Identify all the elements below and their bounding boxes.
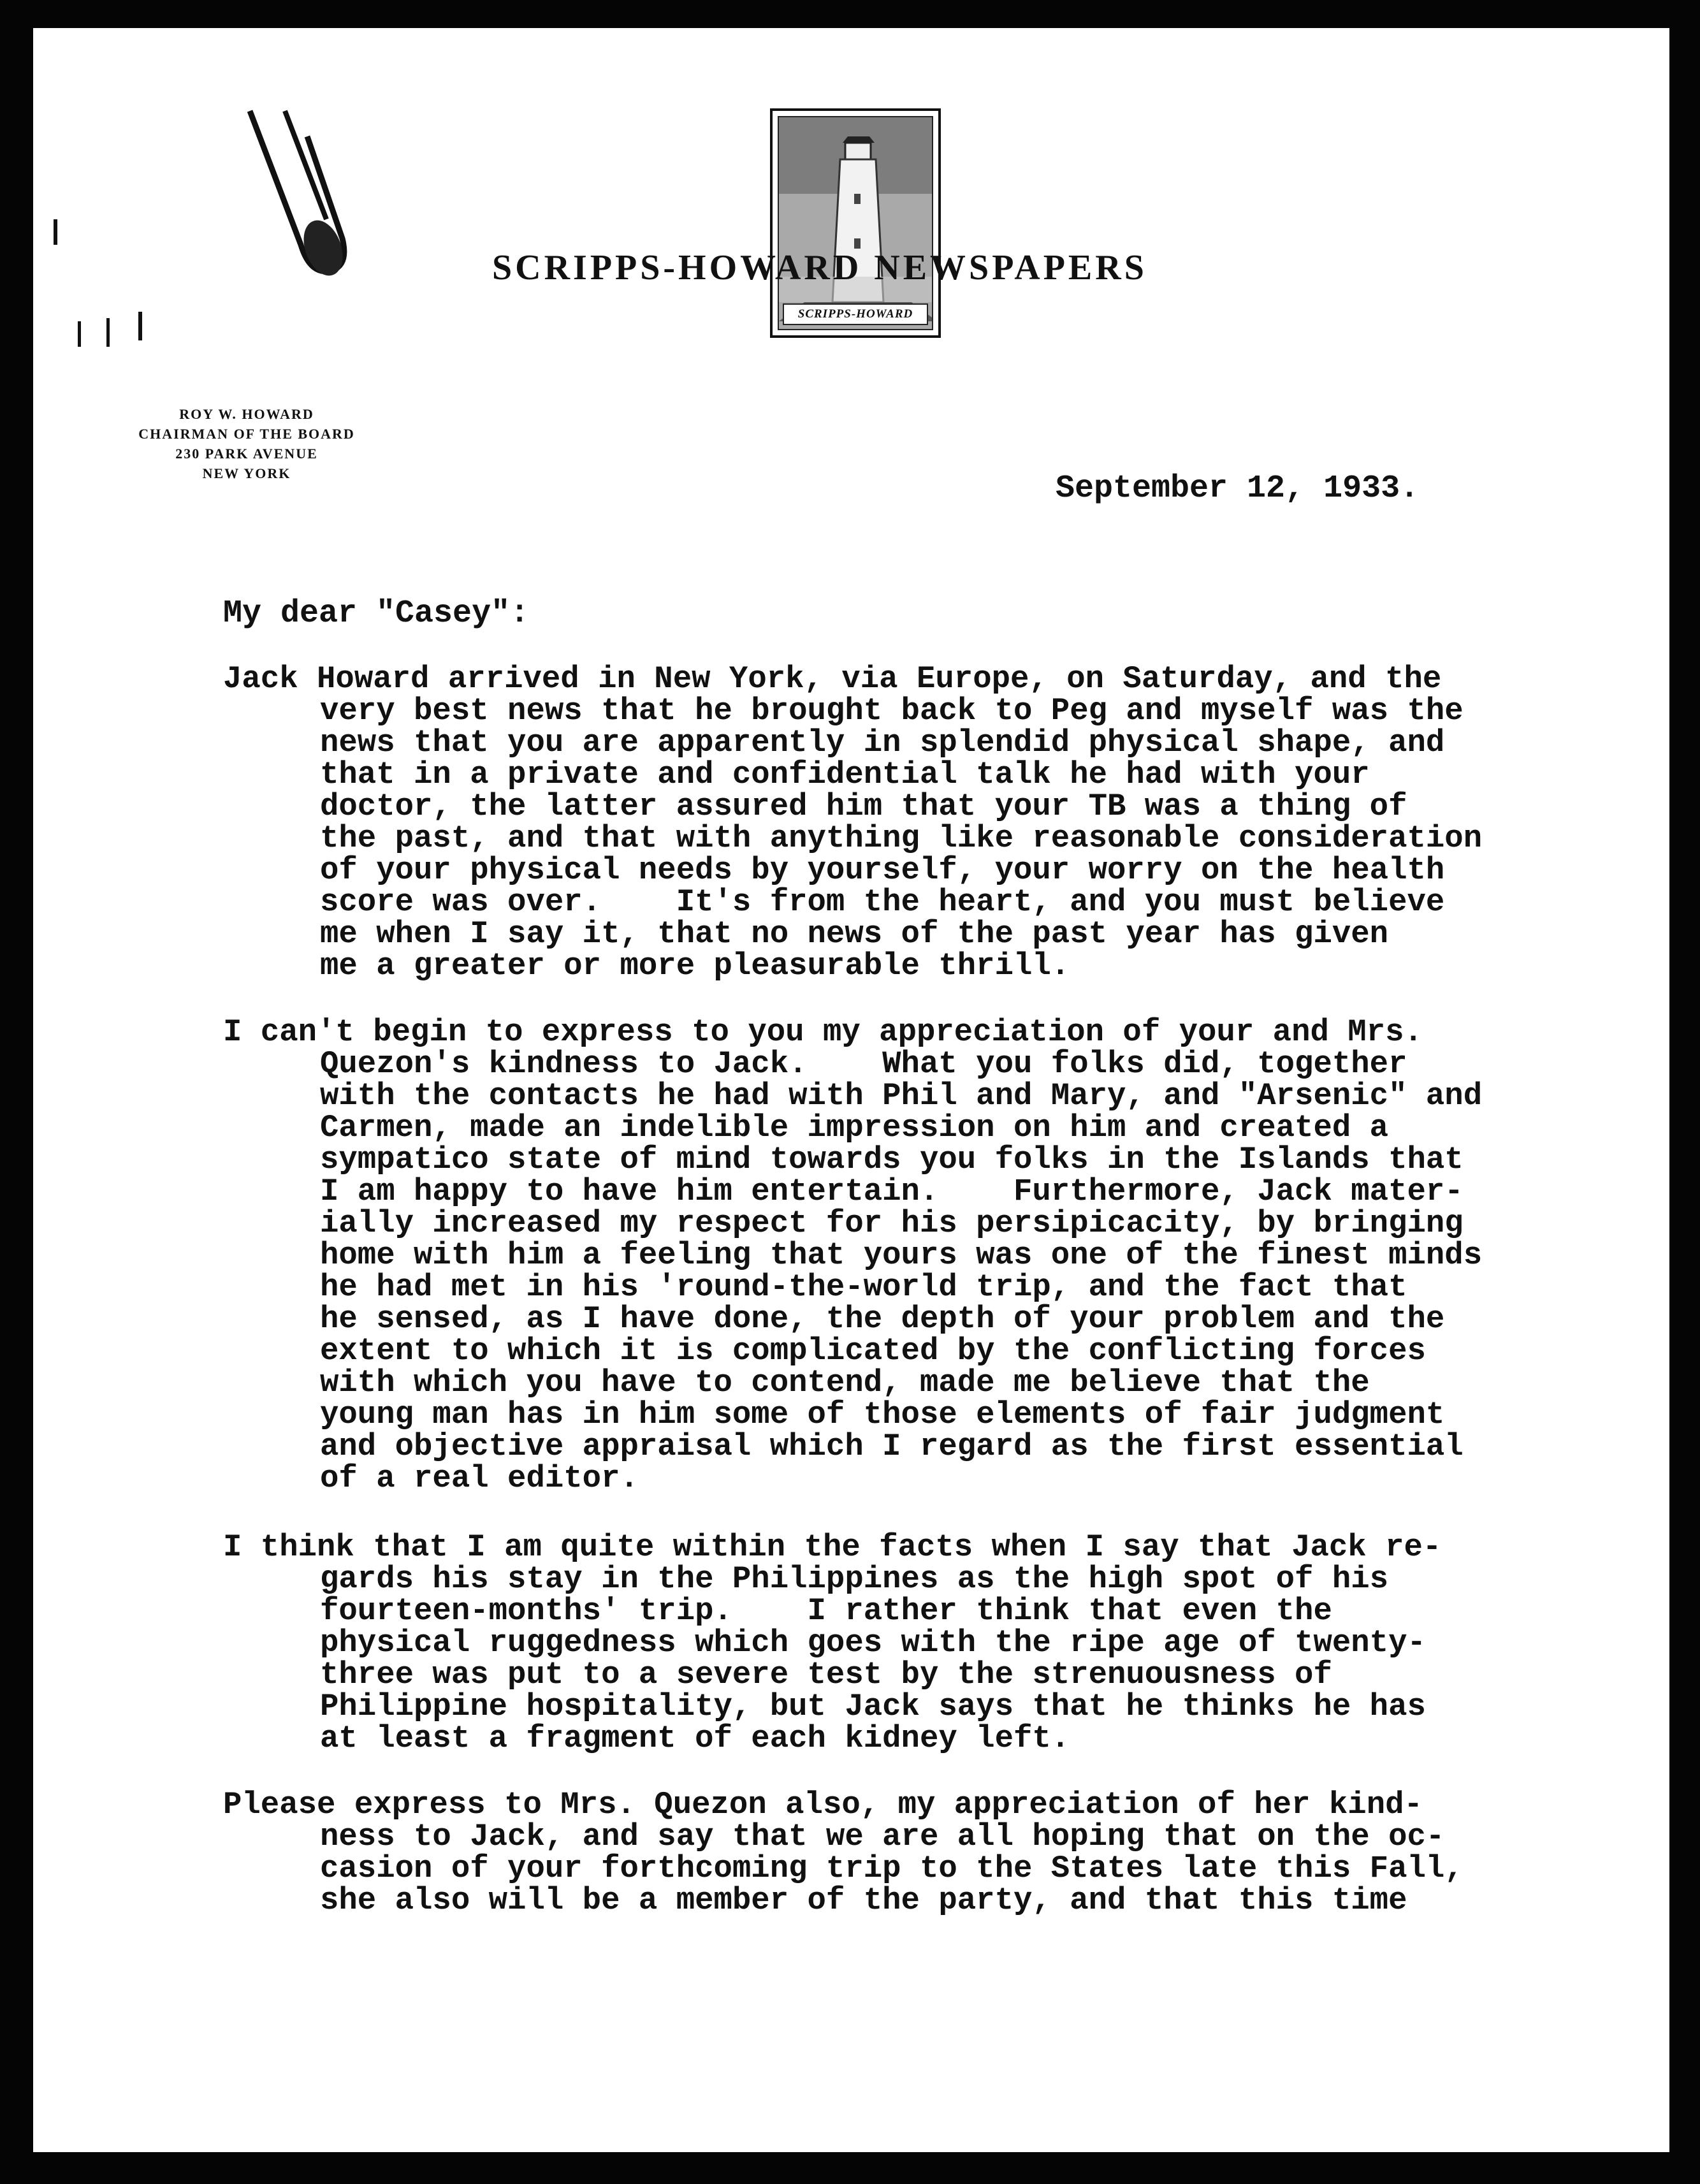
paragraph-line: physical ruggedness which goes with the ripe age of twenty- bbox=[320, 1625, 1426, 1661]
paragraph-line: with the contacts he had with Phil and Mary, and "Arsenic" and bbox=[320, 1078, 1483, 1114]
paragraph-line: casion of your forthcoming trip to the States late this Fall, bbox=[320, 1851, 1464, 1886]
paragraph-line: doctor, the latter assured him that your TB was a thing of bbox=[320, 789, 1407, 824]
paragraph-line: Philippine hospitality, but Jack says that he thinks he has bbox=[320, 1689, 1426, 1724]
paragraph-line: I am happy to have him entertain. Furthermore, Jack mater- bbox=[320, 1174, 1464, 1209]
salutation: My dear "Casey": bbox=[223, 595, 530, 632]
paragraph-line: ially increased my respect for his persipicacity, by bringing bbox=[320, 1205, 1464, 1241]
paragraph-line: sympatico state of mind towards you folks in the Islands that bbox=[320, 1142, 1464, 1177]
sender-city: NEW YORK bbox=[202, 465, 291, 481]
paragraph-line: fourteen-months' trip. I rather think that even the bbox=[320, 1593, 1332, 1629]
body-paragraph bbox=[223, 1016, 1482, 1494]
paragraph-line: of a real editor. bbox=[320, 1460, 639, 1496]
paragraph-line: Carmen, made an indelible impression on him and created a bbox=[320, 1110, 1389, 1146]
sender-name: ROY W. HOWARD bbox=[179, 406, 314, 422]
sender-title: CHAIRMAN OF THE BOARD bbox=[138, 426, 355, 442]
margin-mark bbox=[106, 318, 110, 347]
paragraph-line: at least a fragment of each kidney left. bbox=[320, 1721, 1070, 1756]
masthead-title: SCRIPPS-HOWARD NEWSPAPERS bbox=[492, 248, 1147, 288]
logo-caption: SCRIPPS-HOWARD bbox=[783, 303, 928, 325]
letter-date: September 12, 1933. bbox=[1056, 470, 1420, 507]
margin-mark bbox=[78, 321, 81, 347]
paragraph-line: me a greater or more pleasurable thrill. bbox=[320, 948, 1070, 984]
margin-mark bbox=[138, 312, 142, 340]
paragraph-line: Please express to Mrs. Quezon also, my appreciation of her kind- bbox=[223, 1787, 1423, 1823]
paragraph-line: news that you are apparently in splendid physical shape, and bbox=[320, 725, 1445, 761]
paragraph-line: and objective appraisal which I regard as the first essential bbox=[320, 1429, 1464, 1464]
paragraph-line: I can't begin to express to you my appreciation of your and Mrs. bbox=[223, 1014, 1423, 1050]
lighthouse-logo bbox=[770, 108, 941, 338]
paragraph-line: he had met in his 'round-the-world trip, and the fact that bbox=[320, 1269, 1407, 1305]
paragraph-line: gards his stay in the Philippines as the high spot of his bbox=[320, 1561, 1389, 1597]
paragraph-line: of your physical needs by yourself, your worry on the health bbox=[320, 852, 1445, 888]
paragraph-line: three was put to a severe test by the strenuousness of bbox=[320, 1657, 1332, 1693]
paragraph-line: extent to which it is complicated by the conflicting forces bbox=[320, 1333, 1426, 1369]
paragraph-line: she also will be a member of the party, and that this time bbox=[320, 1882, 1407, 1918]
margin-mark bbox=[54, 219, 57, 245]
paragraph-line: me when I say it, that no news of the past year has given bbox=[320, 916, 1389, 952]
paragraph-line: Jack Howard arrived in New York, via Europe, on Saturday, and the bbox=[223, 661, 1442, 697]
paragraph-line: that in a private and confidential talk he had with your bbox=[320, 757, 1370, 792]
sender-address: 230 PARK AVENUE bbox=[175, 446, 318, 462]
letter-page bbox=[33, 28, 1669, 2152]
paragraph-line: with which you have to contend, made me believe that the bbox=[320, 1365, 1370, 1401]
paragraph-line: young man has in him some of those elements of fair judgment bbox=[320, 1397, 1445, 1432]
body-paragraph bbox=[223, 1531, 1441, 1754]
paragraph-line: score was over. It's from the heart, and you must believe bbox=[320, 884, 1445, 920]
lighthouse-icon bbox=[779, 117, 933, 330]
paragraph-line: the past, and that with anything like reasonable consideration bbox=[320, 820, 1483, 856]
paragraph-line: very best news that he brought back to Peg and myself was the bbox=[320, 693, 1464, 729]
paragraph-line: Quezon's kindness to Jack. What you folks did, together bbox=[320, 1046, 1407, 1082]
sender-block bbox=[129, 404, 365, 483]
paragraph-line: he sensed, as I have done, the depth of your problem and the bbox=[320, 1301, 1445, 1337]
paragraph-line: I think that I am quite within the facts when I say that Jack re- bbox=[223, 1529, 1442, 1565]
body-paragraph bbox=[223, 663, 1482, 982]
paragraph-line: home with him a feeling that yours was one of the finest minds bbox=[320, 1237, 1483, 1273]
paragraph-line: ness to Jack, and say that we are all hoping that on the oc- bbox=[320, 1819, 1445, 1854]
body-paragraph bbox=[223, 1789, 1464, 1916]
paper-clip-mark bbox=[205, 85, 371, 302]
